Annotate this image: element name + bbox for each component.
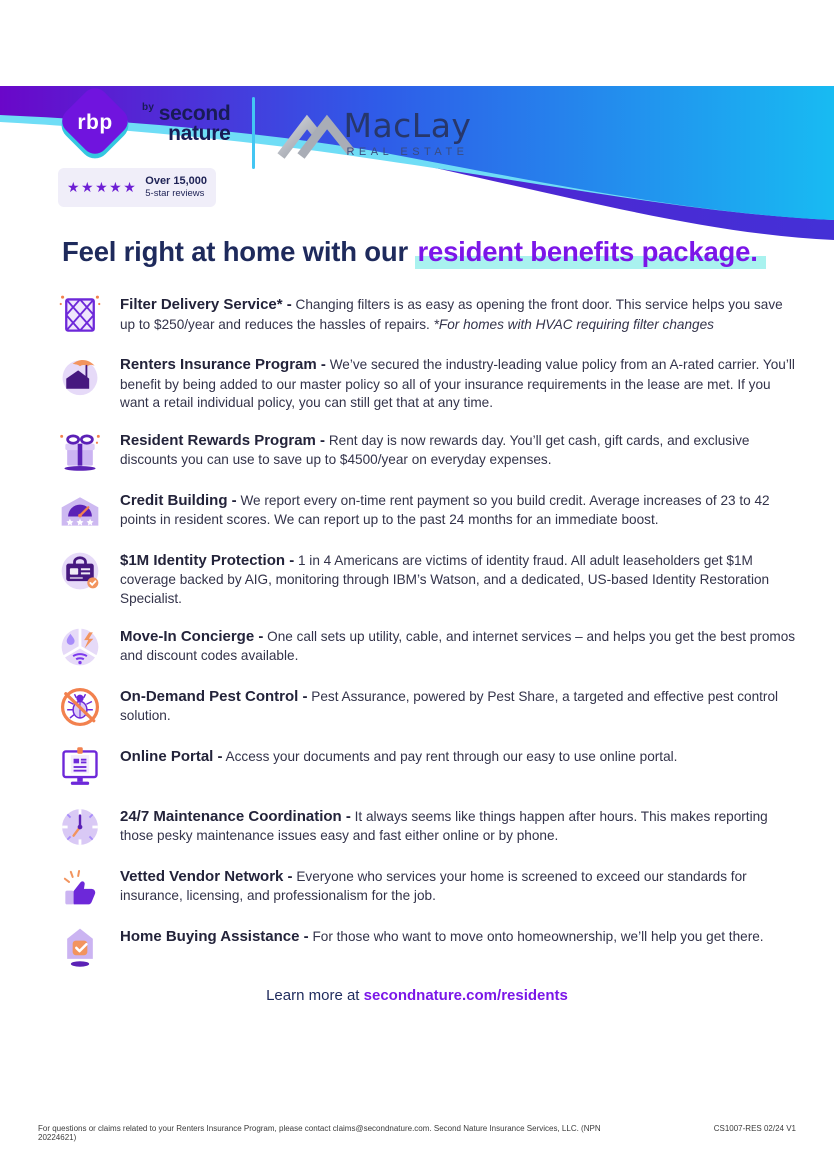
reviews-badge: [58, 168, 216, 207]
credit-gauge-icon: [58, 489, 102, 533]
page-title: [62, 235, 834, 269]
thumbs-up-icon: [58, 865, 102, 909]
benefit-item: [58, 805, 800, 849]
learn-more-prefix: Learn more at: [266, 986, 360, 1004]
clock-icon: [58, 805, 102, 849]
benefit-title: $1M Identity Protection -: [120, 551, 295, 569]
rbp-logo-text: rbp: [77, 111, 113, 134]
brand-word-nature: nature: [168, 121, 231, 145]
benefit-title: Vetted Vendor Network -: [120, 867, 293, 885]
umbrella-house-icon: [58, 353, 102, 397]
learn-more-link[interactable]: secondnature.com/residents: [363, 986, 568, 1004]
benefit-title: Home Buying Assistance -: [120, 927, 309, 945]
benefit-body: Everyone who services your home is screened to exceed our standards for insurance, licensing, and professionalism for the job.: [120, 868, 747, 904]
benefit-body: It always seems like things happen after hours. This makes reporting those pesky maintenance issues easy and fast either online or by phone.: [120, 808, 768, 844]
benefit-item: [58, 745, 800, 789]
partner-name: MacLay: [343, 105, 472, 145]
benefits-list: [58, 293, 800, 969]
benefit-title: 24/7 Maintenance Coordination -: [120, 807, 351, 825]
fine-print-left: For questions or claims related to your Renters Insurance Program, please contact claims@secondnature.com. Second Nature Insurance Services, LLC. (NPN 20224621): [38, 1124, 601, 1142]
fine-print: [38, 1124, 796, 1142]
benefit-item: [58, 489, 800, 533]
benefit-body: We report every on-time rent payment so you build credit. Average increases of 23 to 42 points in resident scores. We can report up to the past 24 months for an immediate boost.: [120, 492, 770, 528]
reviews-count: Over 15,000: [145, 175, 208, 187]
second-nature-wordmark: [142, 103, 230, 143]
by-label: by: [142, 101, 155, 113]
benefit-item: [58, 353, 800, 413]
benefit-title: Resident Rewards Program -: [120, 431, 326, 449]
benefit-body: We’ve secured the industry-leading value policy from an A-rated carrier. You’ll benefit by being added to our master policy so all of your insurance requirements in the lease are met. If you want a retail individual policy, you can still get that at any time.: [120, 357, 795, 411]
benefit-body: One call sets up utility, cable, and internet services – and helps you get the best promos and discount codes available.: [120, 628, 796, 664]
id-protection-icon: [58, 549, 102, 593]
logo-row: [58, 86, 834, 207]
maclay-logo: [277, 104, 471, 162]
benefit-item: [58, 865, 800, 909]
benefit-item: [58, 625, 800, 669]
gift-icon: [58, 429, 102, 473]
benefit-title: Renters Insurance Program -: [120, 356, 326, 374]
utilities-wheel-icon: [58, 625, 102, 669]
partner-subtitle: REAL ESTATE: [346, 145, 469, 158]
benefit-body: Changing filters is as easy as opening the front door. This service helps you save up to $250/year and reduces the hassles of repairs.: [120, 297, 783, 332]
home-check-icon: [58, 925, 102, 969]
second-nature-logo-block: [58, 86, 230, 207]
logo-divider: [252, 97, 255, 169]
headline-highlight: resident benefits package.: [415, 236, 765, 269]
fine-print-right: CS1007-RES 02/24 V1: [713, 1124, 796, 1133]
five-stars-icon: ★★★★★: [67, 179, 138, 196]
benefit-title: On-Demand Pest Control -: [120, 687, 308, 705]
benefit-item: [58, 549, 800, 609]
benefit-body: 1 in 4 Americans are victims of identity fraud. All adult leaseholders get $1M coverage backed by AIG, monitoring through IBM’s Watson, and a dedicated, US-based Identity Restoration Specialist.: [120, 552, 770, 606]
benefit-title: Online Portal -: [120, 747, 223, 765]
benefit-body: Rent day is now rewards day. You’ll get cash, gift cards, and exclusive discounts you can use to save up to $4500/year on everyday expenses.: [120, 432, 750, 468]
benefit-item: [58, 685, 800, 729]
benefit-item: [58, 429, 800, 473]
brand-word-second: second: [158, 101, 231, 125]
benefit-body: For those who want to move onto homeownership, we’ll help you get there.: [312, 928, 764, 944]
headline-prefix: Feel right at home with our: [62, 235, 409, 267]
flyer-content: [0, 86, 834, 1004]
benefit-title: Filter Delivery Service* -: [120, 296, 292, 314]
benefit-item: [58, 925, 800, 969]
benefit-item: [58, 293, 800, 337]
benefit-note: *For homes with HVAC requiring filter changes: [433, 316, 714, 332]
learn-more-row: [0, 987, 834, 1004]
reviews-caption: 5-star reviews: [145, 188, 205, 200]
rbp-logo: [58, 86, 132, 160]
no-pest-icon: [58, 685, 102, 729]
benefit-body: Pest Assurance, powered by Pest Share, a targeted and effective pest control solution.: [120, 688, 779, 724]
benefit-title: Move-In Concierge -: [120, 627, 264, 645]
air-filter-icon: [58, 293, 102, 337]
benefit-body: Access your documents and pay rent through our easy to use online portal.: [225, 748, 678, 764]
monitor-document-icon: [58, 745, 102, 789]
benefit-title: Credit Building -: [120, 491, 237, 509]
